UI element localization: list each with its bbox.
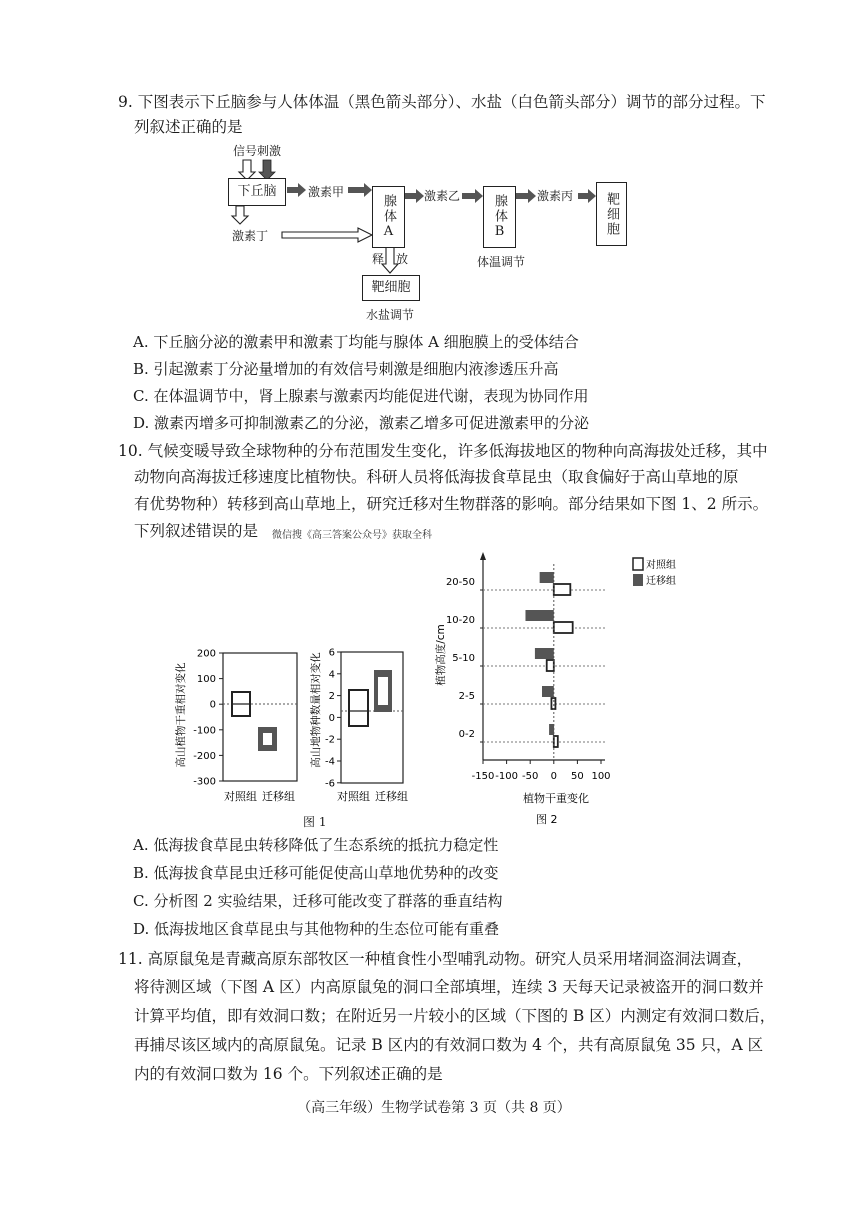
- fig1b-tick-label: 2: [328, 691, 335, 703]
- fig2-xtick-label: 0: [550, 771, 557, 782]
- q10-option-a: A. 低海拔食草昆虫转移降低了生态系统的抵抗力稳定性: [133, 836, 499, 854]
- q9-stem-line2: 列叙述正确的是: [134, 118, 243, 136]
- q10-stem-line1: 10. 气候变暖导致全球物种的分布范围发生变化，许多低海拔地区的物种向高海拔处迁移，其中: [118, 442, 768, 460]
- legend-label-migrate: 迁移组: [646, 576, 676, 587]
- fig2-ytick-label: 20-50: [445, 577, 475, 588]
- fig1a-tick-label: -200: [193, 750, 216, 762]
- q9-option-a: A. 下丘脑分泌的激素甲和激素丁均能与腺体 A 细胞膜上的受体结合: [133, 333, 579, 351]
- fig1b-ticks: [325, 648, 341, 790]
- gland-b-box: 腺体B: [483, 186, 516, 248]
- fig2-xtick-label: -100: [495, 771, 518, 782]
- fig1b-tick-label: 6: [328, 647, 335, 659]
- q9-option-d: D. 激素丙增多可抑制激素乙的分泌，激素乙增多可促进激素甲的分泌: [133, 414, 590, 432]
- fig1b-tick-label: -4: [325, 756, 335, 768]
- fig2-ytick-label: 5-10: [452, 653, 475, 664]
- q10-stem-line2: 动物向高海拔迁移速度比植物快。科研人员将低海拔食草昆虫（取食偏好于高山草地的原: [134, 468, 739, 486]
- hormone-b-label: 激素乙: [424, 189, 461, 203]
- fig2-ytick-label: 0-2: [458, 729, 475, 740]
- q10-stem-line3: 有优势物种）转移到高山草地上，研究迁移对生物群落的影响。部分结果如下图 1、2 所示。: [134, 495, 769, 513]
- fig2-ylabel: 植物高度/cm: [435, 624, 447, 686]
- release-label-2: 放: [396, 252, 409, 266]
- release-label-1: 释: [372, 252, 385, 266]
- target-cell-top: 靶细胞: [596, 182, 627, 246]
- fig2-xtick-label: 50: [571, 771, 584, 782]
- fig1b-xcat-0: 对照组: [337, 790, 370, 803]
- signal-label: 信号刺激: [233, 144, 282, 158]
- fig1a-bar-inner: [263, 733, 272, 745]
- hypothalamus-box: 下丘脑: [228, 178, 286, 206]
- fig1b-bar-control: [349, 690, 368, 726]
- fig1a-tick-label: -100: [193, 725, 216, 737]
- q10-stem-line4: 下列叙述错误的是: [134, 522, 259, 540]
- fig2-bar-control: [554, 736, 558, 747]
- legend-label-control: 对照组: [646, 560, 676, 571]
- hormone-d-label: 激素丁: [232, 229, 269, 243]
- fig1-chart-a: [170, 640, 310, 810]
- fig2-bar-control: [551, 698, 555, 709]
- fig1a-xcat-0: 对照组: [224, 790, 257, 803]
- fig1a-ylabel: 高山植物干重相对变化: [175, 662, 187, 768]
- q9-arrows: [0, 0, 868, 330]
- fig1a-tick-label: 0: [209, 699, 216, 711]
- watermark-text: 微信搜《高三答案公众号》获取全科: [272, 530, 432, 541]
- q11-stem-line3: 计算平均值，即有效洞口数；在附近另一片较小的区域（下图的 B 区）内测定有效洞口数后，: [134, 1007, 776, 1025]
- fig2-bar-migrate: [540, 572, 554, 583]
- fig2-bar-control: [554, 584, 571, 595]
- legend-swatch-control: [633, 558, 643, 570]
- gland-a-box: 腺体A: [372, 186, 405, 248]
- fig2-bar-migrate: [535, 648, 554, 659]
- q11-stem-line5: 内的有效洞口数为 16 个。下列叙述正确的是: [134, 1065, 443, 1083]
- temp-reg-label: 体温调节: [477, 255, 526, 269]
- fig2-bar-migrate: [542, 686, 554, 697]
- fig1a-xcat-1: 迁移组: [262, 790, 295, 803]
- q9-option-b: B. 引起激素丁分泌量增加的有效信号刺激是细胞内液渗透压升高: [133, 360, 559, 378]
- page-footer: （高三年级）生物学试卷第 3 页（共 8 页）: [297, 1100, 571, 1116]
- fig2-xtick-label: -50: [522, 771, 539, 782]
- fig2-xtick-label: 100: [591, 771, 611, 782]
- fig1b-xcat-1: 迁移组: [375, 790, 408, 803]
- q9-option-c: C. 在体温调节中，肾上腺素与激素丙均能促进代谢，表现为协同作用: [133, 387, 589, 405]
- salt-reg-label: 水盐调节: [366, 308, 415, 322]
- q11-stem-line4: 再捕尽该区域内的高原鼠兔。记录 B 区内的有效洞口数为 4 个，共有高原鼠兔 35 只，A 区: [134, 1036, 764, 1054]
- fig1-chart-b: [305, 640, 425, 810]
- fig2-chart: [430, 550, 680, 830]
- fig2-marks: [446, 564, 611, 782]
- q10-option-c: C. 分析图 2 实验结果，迁移可能改变了群落的垂直结构: [133, 892, 503, 910]
- q9-stem-line1: 9. 下图表示下丘脑参与人体体温（黑色箭头部分）、水盐（白色箭头部分）调节的部分过程。下: [118, 93, 766, 111]
- q11-stem-line2: 将待测区域（下图 A 区）内高原鼠兔的洞口全部填埋，连续 3 天每天记录被盗开的洞口数并: [134, 978, 764, 996]
- hormone-c-label: 激素丙: [537, 189, 574, 203]
- fig1b-tick-label: -6: [325, 778, 335, 790]
- fig2-bar-migrate: [525, 610, 553, 621]
- fig1b-ylabel: 高山地物种数量相对变化: [310, 652, 322, 768]
- fig1b-tick-label: 0: [328, 712, 335, 724]
- fig1-caption: 图 1: [303, 815, 327, 829]
- q10-option-d: D. 低海拔地区食草昆虫与其他物种的生态位可能有重叠: [133, 920, 500, 938]
- fig1b-bar-inner: [378, 677, 388, 705]
- fig2-bar-control: [547, 660, 554, 671]
- fig2-bar-control: [554, 622, 573, 633]
- fig1a-tick-label: 200: [196, 648, 216, 660]
- fig2-xlabel: 植物干重变化: [523, 792, 589, 805]
- fig1b-tick-label: 4: [328, 669, 335, 681]
- fig2-ytick-label: 10-20: [445, 615, 475, 626]
- hormone-a-label: 激素甲: [308, 185, 345, 199]
- fig2-xtick-label: -150: [471, 771, 495, 782]
- fig2-ytick-label: 2-5: [458, 691, 475, 702]
- legend-swatch-migrate: [633, 574, 643, 586]
- fig1a-ticks: [193, 649, 223, 788]
- fig2-caption: 图 2: [536, 813, 558, 826]
- fig1a-tick-label: -300: [193, 776, 216, 788]
- q11-stem-line1: 11. 高原鼠兔是青藏高原东部牧区一种植食性小型哺乳动物。研究人员采用堵洞盗洞法调查，: [118, 950, 753, 968]
- fig1a-tick-label: 100: [196, 674, 216, 686]
- target-cell-bottom: 靶细胞: [362, 275, 420, 301]
- q10-option-b: B. 低海拔食草昆虫迁移可能促使高山草地优势种的改变: [133, 864, 499, 882]
- fig1b-tick-label: -2: [325, 734, 335, 746]
